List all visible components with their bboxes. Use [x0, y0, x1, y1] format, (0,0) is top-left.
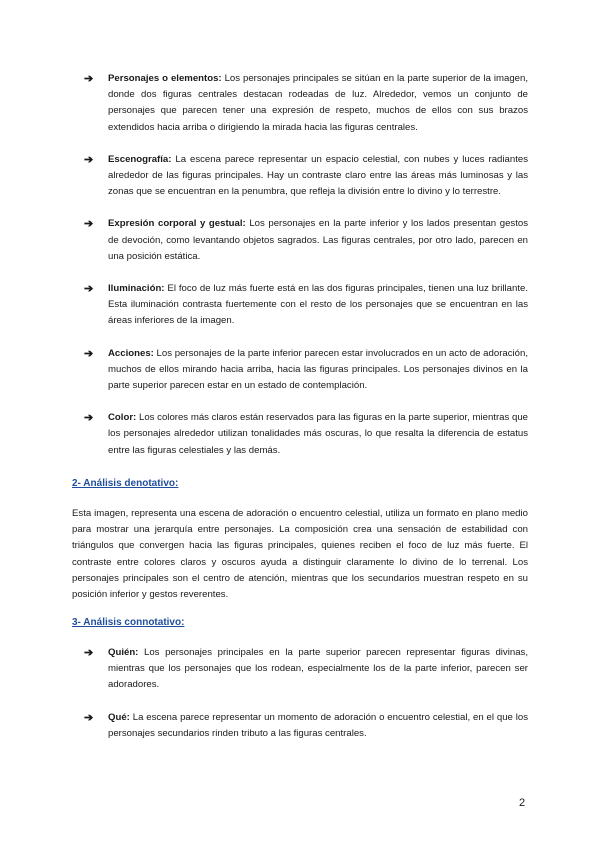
item-term: Iluminación: — [108, 283, 165, 295]
list-item-acciones — [84, 346, 528, 395]
list-item-color — [84, 410, 528, 459]
arrow-bullet-icon: ➔ — [84, 711, 94, 724]
item-term: Quién: — [108, 647, 139, 658]
connotative-list — [84, 645, 528, 742]
section-heading-denotativo: 2- Análisis denotativo: — [72, 478, 179, 489]
item-term: Color: — [108, 412, 137, 424]
arrow-bullet-icon: ➔ — [84, 218, 94, 231]
arrow-bullet-icon: ➔ — [84, 347, 94, 360]
item-text: Los personajes principales se sitúan en la parte superior de la imagen, donde dos figuras centrales destacan rodeadas de luz. Alrededor, vemos un conjunto de personajes que parecen tener una expresión de respeto, muchos de ellos con sus brazos extendidos hacia arriba o dirigiendo la mirada hacia las figuras centrales. — [108, 73, 529, 133]
item-text: Los personajes principales en la parte superior parecen representar figuras divinas, mientras que los personajes que los rodean, especialmente los de la parte inferior, parecen ser adoradores. — [108, 647, 528, 691]
list-item-que — [84, 710, 528, 742]
item-text: La escena parece representar un momento de adoración o encuentro celestial, en el que los personajes secundarios rinden tributo a las figuras centrales. — [108, 711, 529, 739]
page-number: 2 — [519, 797, 526, 809]
item-term: Qué: — [108, 711, 130, 723]
denotative-paragraph: Esta imagen, representa una escena de adoración o encuentro celestial, utiliza un formato en plano medio para mostrar una jerarquía entre personajes. La composición crea una sensación de estabilidad con triángulos que convergen hacia las figuras principales, quienes reciben el foco de luz más fuerte. El contraste entre colores claros y oscuros ayuda a distinguir claramente lo divino de lo terrenal. Los personajes principales son el centro de atención, mientras que los secundarios muestran respeto en su posición inferior y gestos reverentes. — [72, 508, 528, 601]
item-text: El foco de luz más fuerte está en las dos figuras principales, tienen una luz brillante. Esta iluminación contrasta fuertemente con el resto de los personajes que se encuentran en las áreas inferiores de la imagen. — [108, 283, 528, 327]
list-item-iluminacion — [84, 281, 528, 330]
item-term: Escenografía: — [108, 153, 172, 165]
item-term: Acciones: — [108, 347, 154, 359]
section-heading-connotativo: 3- Análisis connotativo: — [72, 617, 185, 628]
item-text: Los personajes en la parte inferior y los lados presentan gestos de devoción, como levantando objetos sagrados. Las figuras centrales, por otro lado, parecen en una posición estática. — [108, 218, 528, 262]
item-text: Los colores más claros están reservados para las figuras en la parte superior, mientras que los personajes alrededor utilizan tonalidades más oscuras, lo que resalta la diferencia de estatus entre las figuras celestiales y las demás. — [108, 412, 528, 456]
arrow-bullet-icon: ➔ — [84, 412, 94, 425]
arrow-bullet-icon: ➔ — [84, 153, 94, 166]
list-item-quien — [84, 645, 528, 694]
item-term: Personajes o elementos: — [108, 73, 222, 84]
list-item-personajes — [84, 71, 528, 136]
elements-list — [84, 71, 528, 459]
arrow-bullet-icon: ➔ — [84, 73, 94, 85]
arrow-bullet-icon: ➔ — [84, 283, 94, 296]
arrow-bullet-icon: ➔ — [84, 647, 94, 659]
item-text: Los personajes de la parte inferior parecen estar involucrados en un acto de adoración, muchos de ellos mirando hacia arriba, hacia las figuras principales. Los personajes divinos en la parte superior parecen estar en un estado de contemplación. — [108, 347, 528, 392]
item-term: Expresión corporal y gestual: — [108, 218, 246, 230]
item-text: La escena parece representar un espacio celestial, con nubes y luces radiantes alrededor de las figuras principales. Hay un contraste claro entre las áreas más luminosas y las zonas que se encuentran en la penumbra, que refleja la división entre lo divino y lo terrestre. — [108, 153, 528, 198]
list-item-escenografia — [84, 152, 528, 201]
list-item-expresion — [84, 216, 528, 265]
